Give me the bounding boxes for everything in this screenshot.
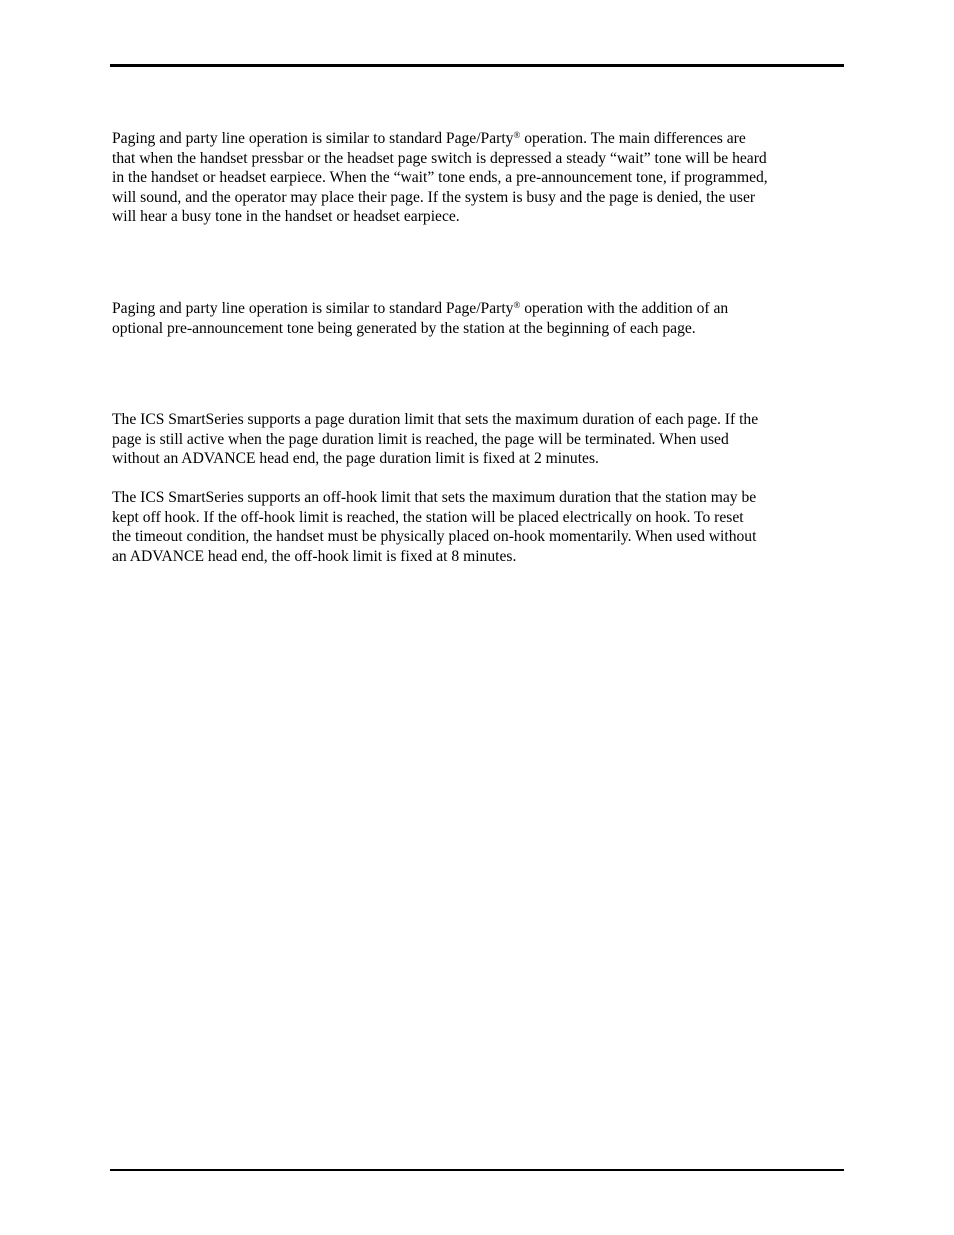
header-rule — [110, 64, 844, 67]
registered-mark: ® — [513, 300, 521, 310]
text-line: optional pre-announcement tone being generated by the station at the beginning of each page. — [112, 319, 696, 337]
registered-mark: ® — [513, 130, 521, 140]
text-line: The ICS SmartSeries supports a page duration limit that sets the maximum duration of each page. If the — [112, 411, 759, 428]
paragraph-page-duration-limit — [112, 410, 844, 469]
text-line: the timeout condition, the handset must be physically placed on-hook momentarily. When used without — [112, 528, 757, 546]
text-line: will sound, and the operator may place their page. If the system is busy and the page is denied, the user — [112, 188, 756, 206]
text-line: an ADVANCE head end, the off-hook limit is fixed at 8 minutes. — [112, 547, 517, 565]
text-line: Paging and party line operation is similar to standard Page/Party® operation with the addition of an — [112, 300, 729, 317]
paragraph-paging-wait-tone — [112, 129, 844, 227]
text-line: page is still active when the page duration limit is reached, the page will be terminated. When used — [112, 430, 729, 448]
text-line: kept off hook. If the off-hook limit is reached, the station will be placed electrically on hook. To reset — [112, 508, 744, 526]
paragraph-pre-announcement — [112, 299, 844, 338]
text-line: The ICS SmartSeries supports an off-hook limit that sets the maximum duration that the station may be — [112, 489, 757, 506]
text-line: Paging and party line operation is similar to standard Page/Party® operation. The main differences are — [112, 130, 746, 147]
paragraph-off-hook-limit — [112, 488, 844, 566]
text-line: that when the handset pressbar or the headset page switch is depressed a steady “wait” tone will be heard — [112, 149, 767, 167]
text-line: in the handset or headset earpiece. When the “wait” tone ends, a pre-announcement tone, if programmed, — [112, 169, 768, 187]
text-line: will hear a busy tone in the handset or headset earpiece. — [112, 208, 460, 226]
text-line: without an ADVANCE head end, the page duration limit is fixed at 2 minutes. — [112, 450, 599, 468]
footer-rule — [110, 1169, 844, 1171]
